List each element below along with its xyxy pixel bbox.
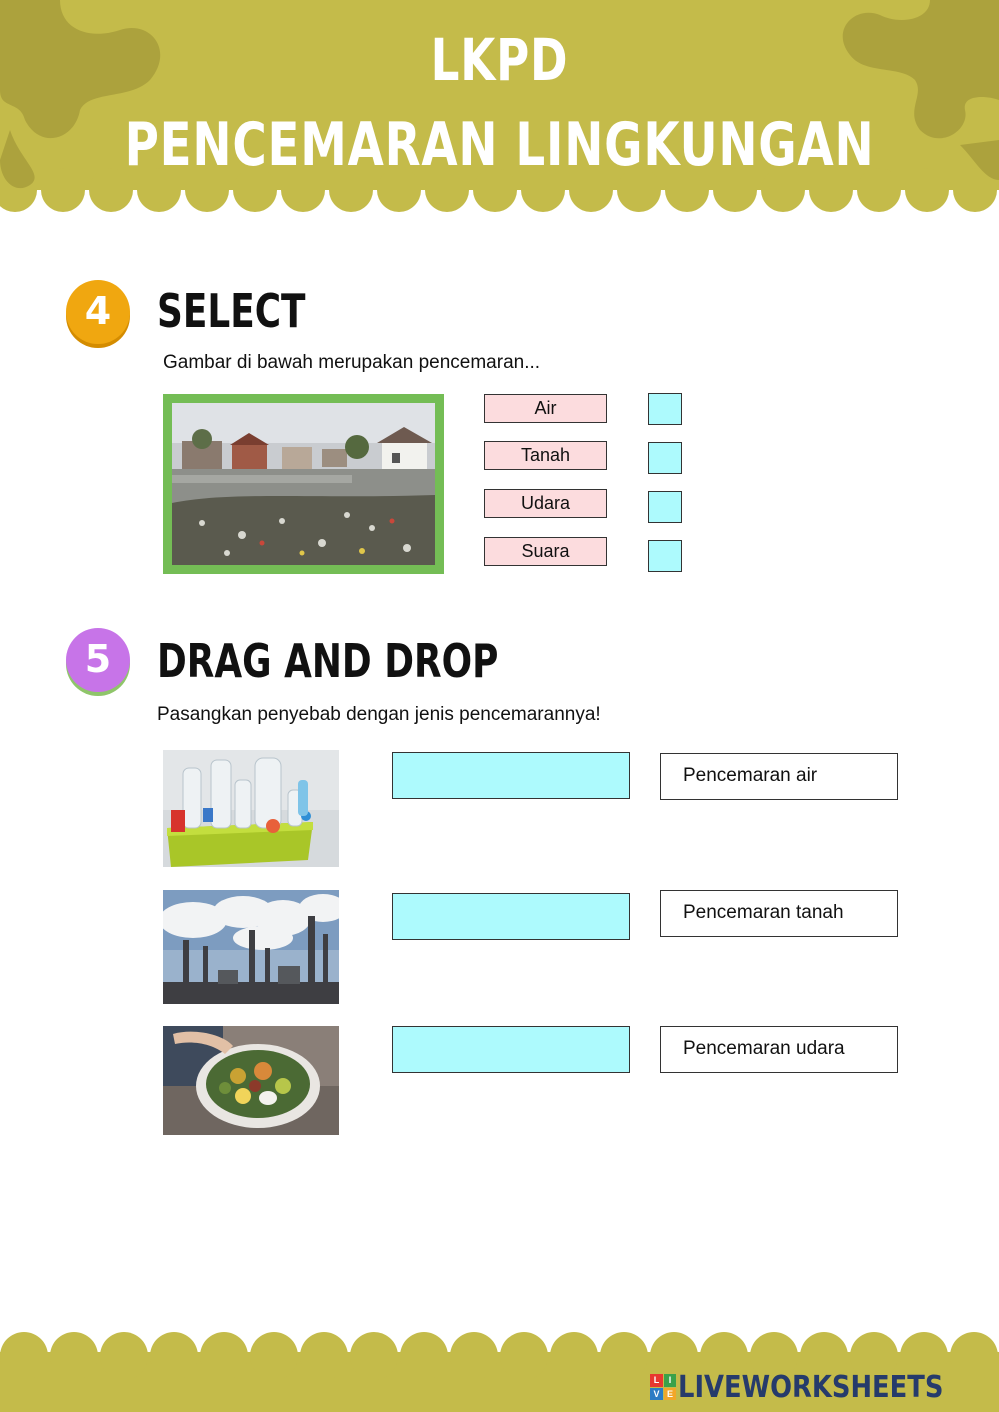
- checkbox-tanah[interactable]: [648, 442, 682, 474]
- factory-smokestacks-image: [163, 890, 339, 1004]
- checkbox-udara[interactable]: [648, 491, 682, 523]
- section-4-title: SELECT: [157, 284, 306, 338]
- liveworksheets-brand[interactable]: [650, 1369, 987, 1405]
- brand-name: LIVEWORKSHEETS: [678, 1369, 944, 1405]
- logo-letter-l: L: [650, 1374, 663, 1387]
- food-waste-bin-image: [163, 1026, 339, 1135]
- logo-letter-v: V: [650, 1388, 663, 1401]
- polluted-river-photo: [163, 394, 444, 574]
- checkbox-air[interactable]: [648, 393, 682, 425]
- plastic-bottles-photo: [163, 750, 339, 867]
- checkbox-suara[interactable]: [648, 540, 682, 572]
- section-4-instruction: Gambar di bawah merupakan pencemaran...: [163, 352, 541, 373]
- section-5-title: DRAG AND DROP: [157, 634, 499, 688]
- section-5-number-badge: 5: [66, 628, 130, 692]
- drop-zone-3[interactable]: [392, 1026, 630, 1073]
- answer-card-pencemaran-udara[interactable]: Pencemaran udara: [660, 1026, 898, 1073]
- factory-smokestacks-photo: [163, 890, 339, 1004]
- header-title: LKPD: [430, 26, 569, 94]
- option-suara: Suara: [484, 537, 607, 566]
- option-udara: Udara: [484, 489, 607, 518]
- option-air: Air: [484, 394, 607, 423]
- logo-letter-e: E: [664, 1388, 677, 1401]
- answer-card-pencemaran-air[interactable]: Pencemaran air: [660, 753, 898, 800]
- drop-zone-1[interactable]: [392, 752, 630, 799]
- option-tanah: Tanah: [484, 441, 607, 470]
- plastic-bottles-image: [163, 750, 339, 867]
- section-4-number-badge: 4: [66, 280, 130, 344]
- section-5-instruction: Pasangkan penyebab dengan jenis pencemarannya!: [157, 704, 601, 725]
- header-subtitle: PENCEMARAN LINGKUNGAN: [124, 110, 875, 180]
- polluted-river-image: [172, 403, 435, 565]
- answer-card-pencemaran-tanah[interactable]: Pencemaran tanah: [660, 890, 898, 937]
- logo-letter-i: I: [664, 1374, 677, 1387]
- food-waste-bin-photo: [163, 1026, 339, 1135]
- liveworksheets-logo-icon: [650, 1374, 676, 1400]
- drop-zone-2[interactable]: [392, 893, 630, 940]
- header-banner: [0, 0, 999, 215]
